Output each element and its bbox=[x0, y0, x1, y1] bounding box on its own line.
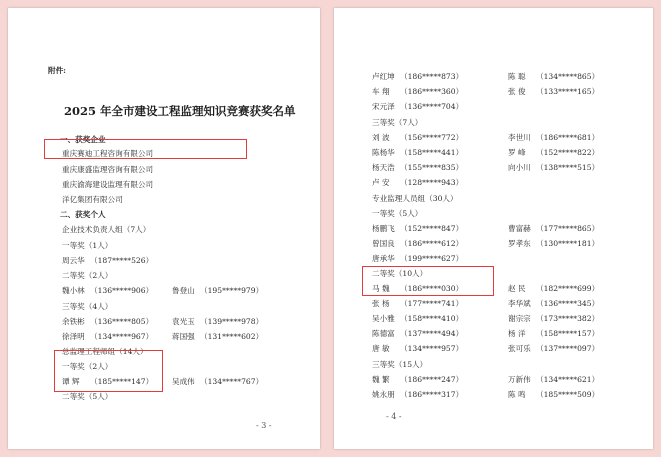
winner-phone: （136*****704） bbox=[400, 102, 464, 111]
winner-phone: （186*****247） bbox=[400, 375, 464, 384]
winner-phone: （195*****979） bbox=[200, 286, 264, 295]
winner-name: 谭 辉 bbox=[62, 377, 80, 386]
prize-heading: 一等奖（1人） bbox=[62, 241, 113, 250]
winner-name: 魏 繁 bbox=[372, 375, 390, 384]
winner-phone: （138*****515） bbox=[536, 163, 600, 172]
winner-phone: （139*****978） bbox=[200, 317, 264, 326]
winner-phone: （152*****822） bbox=[536, 148, 600, 157]
winner-phone: （134*****865） bbox=[536, 72, 600, 81]
winner-name: 唐承华 bbox=[372, 254, 395, 263]
winner-name: 张 杨 bbox=[372, 299, 390, 308]
winner-name: 陈德富 bbox=[372, 329, 395, 338]
winner-phone: （134*****957） bbox=[400, 344, 464, 353]
company-item: 重庆康盛监理咨询有限公司 bbox=[62, 165, 154, 174]
prize-heading: 二等奖（10人） bbox=[372, 269, 428, 278]
winner-name: 魏小林 bbox=[62, 286, 85, 295]
winner-phone: （134*****767） bbox=[200, 377, 264, 386]
winner-phone: （131*****602） bbox=[200, 332, 264, 341]
winner-name: 曾国良 bbox=[372, 239, 395, 248]
winner-phone: （152*****847） bbox=[400, 224, 464, 233]
winner-phone: （158*****441） bbox=[400, 148, 464, 157]
winner-phone: （177*****741） bbox=[400, 299, 464, 308]
winner-phone: （134*****967） bbox=[90, 332, 154, 341]
winner-name: 陈 鸣 bbox=[508, 390, 526, 399]
highlight-box bbox=[362, 266, 494, 296]
winner-name: 马 魏 bbox=[372, 284, 390, 293]
company-item: 洋亿集团有限公司 bbox=[62, 195, 123, 204]
prize-heading: 二等奖（2人） bbox=[62, 271, 113, 280]
winner-name: 李世川 bbox=[508, 133, 531, 142]
winner-name: 万新伟 bbox=[508, 375, 531, 384]
winner-phone: （173*****382） bbox=[536, 314, 600, 323]
winner-name: 宋元泽 bbox=[372, 102, 395, 111]
prize-heading: 一等奖（5人） bbox=[372, 209, 423, 218]
highlight-box bbox=[44, 139, 247, 159]
winner-name: 袁光玉 bbox=[172, 317, 195, 326]
winner-name: 赵 民 bbox=[508, 284, 526, 293]
winner-name: 卢 安 bbox=[372, 178, 390, 187]
winner-name: 余铁彬 bbox=[62, 317, 85, 326]
winner-phone: （128*****943） bbox=[400, 178, 464, 187]
winner-name: 陈 聪 bbox=[508, 72, 526, 81]
group-heading: 专业监理人员组（30人） bbox=[372, 194, 458, 203]
page-title: 2025 年全市建设工程监理知识竞赛获奖名单 bbox=[64, 104, 296, 118]
group-heading: 企业技术负责人组（7人） bbox=[62, 225, 151, 234]
winner-phone: （136*****345） bbox=[536, 299, 600, 308]
winner-name: 罗孝东 bbox=[508, 239, 531, 248]
winner-phone: （133*****165） bbox=[536, 87, 600, 96]
prize-heading: 三等奖（4人） bbox=[62, 302, 113, 311]
winner-phone: （130*****181） bbox=[536, 239, 600, 248]
winner-phone: （187*****526） bbox=[90, 256, 154, 265]
winner-phone: （158*****157） bbox=[536, 329, 600, 338]
winner-phone: （186*****681） bbox=[536, 133, 600, 142]
page-number: - 3 - bbox=[256, 421, 272, 430]
winner-name: 杨 洋 bbox=[508, 329, 526, 338]
winner-name: 蒋国强 bbox=[172, 332, 195, 341]
winner-phone: （137*****097） bbox=[536, 344, 600, 353]
winner-name: 向小川 bbox=[508, 163, 531, 172]
winner-phone: （199*****627） bbox=[400, 254, 464, 263]
document-page-4 bbox=[334, 8, 653, 449]
winner-phone: （186*****360） bbox=[400, 87, 464, 96]
winner-name: 姚永朋 bbox=[372, 390, 395, 399]
winner-name: 吴小雅 bbox=[372, 314, 395, 323]
winner-phone: （137*****494） bbox=[400, 329, 464, 338]
winner-phone: （185*****509） bbox=[536, 390, 600, 399]
winner-name: 杨鹏飞 bbox=[372, 224, 395, 233]
winner-phone: （186*****317） bbox=[400, 390, 464, 399]
company-item: 重庆赛迪工程咨询有限公司 bbox=[62, 149, 154, 158]
winner-phone: （186*****873） bbox=[400, 72, 464, 81]
prize-heading: 一等奖（2人） bbox=[62, 362, 113, 371]
winner-phone: （155*****835） bbox=[400, 163, 464, 172]
winner-phone: （182*****699） bbox=[536, 284, 600, 293]
winner-name: 李华斌 bbox=[508, 299, 531, 308]
page-number: - 4 - bbox=[386, 412, 402, 421]
company-item: 重庆渝海建设监理有限公司 bbox=[62, 180, 154, 189]
section-heading-companies: 一、获奖企业 bbox=[60, 135, 106, 144]
winner-phone: （158*****410） bbox=[400, 314, 464, 323]
winner-name: 唐 敏 bbox=[372, 344, 390, 353]
group-heading: 总监理工程师组（14人） bbox=[62, 347, 148, 356]
winner-name: 卢红坤 bbox=[372, 72, 395, 81]
winner-phone: （186*****030） bbox=[400, 284, 464, 293]
prize-heading: 三等奖（7人） bbox=[372, 118, 423, 127]
winner-name: 车 翔 bbox=[372, 87, 390, 96]
winner-name: 罗 峰 bbox=[508, 148, 526, 157]
winner-phone: （186*****612） bbox=[400, 239, 464, 248]
winner-name: 谢宗宗 bbox=[508, 314, 531, 323]
winner-name: 鲁登山 bbox=[172, 286, 195, 295]
highlight-box bbox=[54, 350, 163, 392]
winner-name: 张 俊 bbox=[508, 87, 526, 96]
attachment-label: 附件: bbox=[48, 66, 66, 75]
winner-name: 陈杨华 bbox=[372, 148, 395, 157]
prize-heading: 二等奖（5人） bbox=[62, 392, 113, 401]
winner-phone: （136*****805） bbox=[90, 317, 154, 326]
winner-phone: （156*****772） bbox=[400, 133, 464, 142]
winner-name: 杨天浩 bbox=[372, 163, 395, 172]
winner-name: 张可乐 bbox=[508, 344, 531, 353]
document-page-3 bbox=[8, 8, 320, 449]
winner-phone: （177*****865） bbox=[536, 224, 600, 233]
winner-phone: （136*****906） bbox=[90, 286, 154, 295]
winner-name: 吴成伟 bbox=[172, 377, 195, 386]
prize-heading: 三等奖（15人） bbox=[372, 360, 428, 369]
winner-name: 曹富赫 bbox=[508, 224, 531, 233]
section-heading-individuals: 二、获奖个人 bbox=[60, 210, 106, 219]
winner-phone: （134*****621） bbox=[536, 375, 600, 384]
winner-name: 周云华 bbox=[62, 256, 85, 265]
winner-name: 徐泽明 bbox=[62, 332, 85, 341]
winner-phone: （185*****147） bbox=[90, 377, 154, 386]
winner-name: 刘 波 bbox=[372, 133, 390, 142]
